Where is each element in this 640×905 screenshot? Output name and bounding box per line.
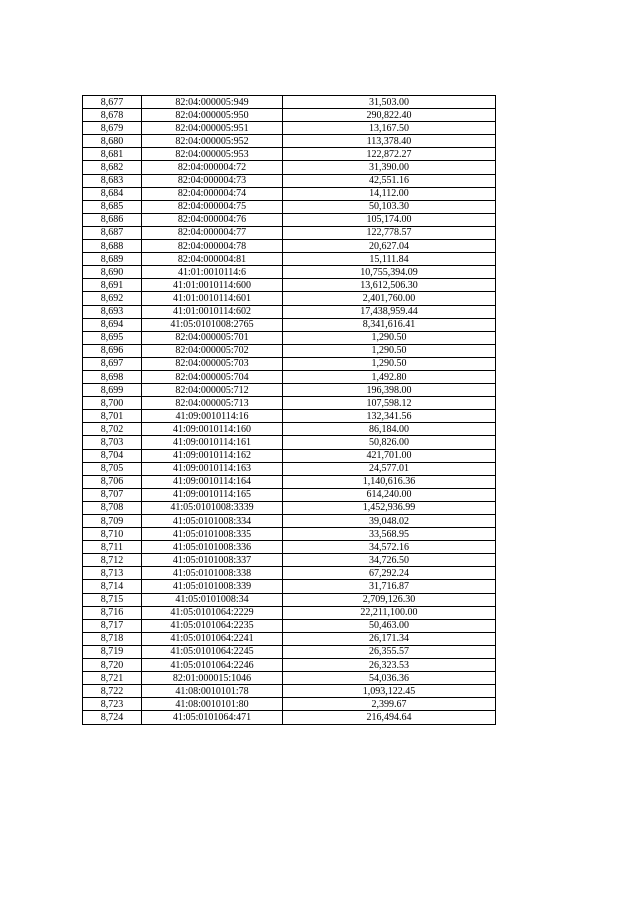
- value-cell: 34,726.50: [283, 554, 496, 567]
- table-row: [83, 619, 496, 632]
- row-number-cell: 8,702: [83, 423, 142, 436]
- row-number-cell: 8,700: [83, 397, 142, 410]
- row-number-cell: 8,693: [83, 305, 142, 318]
- value-cell: 22,211,100.00: [283, 606, 496, 619]
- cadastral-number-cell: 41:05:0101064:2245: [142, 645, 283, 658]
- data-table: [82, 95, 496, 725]
- row-number-cell: 8,690: [83, 266, 142, 279]
- value-cell: 614,240.00: [283, 488, 496, 501]
- table-row: [83, 541, 496, 554]
- table-row: [83, 475, 496, 488]
- cadastral-number-cell: 41:05:0101064:2241: [142, 632, 283, 645]
- cadastral-number-cell: 82:04:000004:72: [142, 161, 283, 174]
- row-number-cell: 8,683: [83, 174, 142, 187]
- cadastral-number-cell: 82:04:000004:73: [142, 174, 283, 187]
- cadastral-number-cell: 82:04:000005:702: [142, 344, 283, 357]
- cadastral-number-cell: 41:05:0101008:335: [142, 528, 283, 541]
- row-number-cell: 8,703: [83, 436, 142, 449]
- row-number-cell: 8,697: [83, 357, 142, 370]
- cadastral-number-cell: 82:04:000004:81: [142, 253, 283, 266]
- table-row: [83, 266, 496, 279]
- table-row: [83, 148, 496, 161]
- cadastral-number-cell: 82:04:000005:704: [142, 370, 283, 383]
- table-row: [83, 135, 496, 148]
- table-row: [83, 606, 496, 619]
- cadastral-number-cell: 41:05:0101064:2229: [142, 606, 283, 619]
- table-row: [83, 593, 496, 606]
- table-row: [83, 226, 496, 239]
- table-row: [83, 240, 496, 253]
- value-cell: 1,140,616.36: [283, 475, 496, 488]
- table-row: [83, 528, 496, 541]
- value-cell: 42,551.16: [283, 174, 496, 187]
- value-cell: 39,048.02: [283, 515, 496, 528]
- cadastral-number-cell: 41:05:0101064:2235: [142, 619, 283, 632]
- table-row: [83, 174, 496, 187]
- row-number-cell: 8,682: [83, 161, 142, 174]
- value-cell: 86,184.00: [283, 423, 496, 436]
- cadastral-number-cell: 82:04:000005:950: [142, 109, 283, 122]
- value-cell: 31,390.00: [283, 161, 496, 174]
- row-number-cell: 8,681: [83, 148, 142, 161]
- cadastral-number-cell: 41:01:0010114:601: [142, 292, 283, 305]
- table-row: [83, 122, 496, 135]
- table-row: [83, 672, 496, 685]
- table-row: [83, 161, 496, 174]
- table-row: [83, 580, 496, 593]
- row-number-cell: 8,723: [83, 698, 142, 711]
- row-number-cell: 8,716: [83, 606, 142, 619]
- value-cell: 1,290.50: [283, 344, 496, 357]
- row-number-cell: 8,689: [83, 253, 142, 266]
- cadastral-number-cell: 41:05:0101008:2765: [142, 318, 283, 331]
- table-row: [83, 515, 496, 528]
- row-number-cell: 8,715: [83, 593, 142, 606]
- value-cell: 8,341,616.41: [283, 318, 496, 331]
- value-cell: 290,822.40: [283, 109, 496, 122]
- value-cell: 24,577.01: [283, 462, 496, 475]
- row-number-cell: 8,699: [83, 384, 142, 397]
- value-cell: 14,112.00: [283, 187, 496, 200]
- value-cell: 13,167.50: [283, 122, 496, 135]
- cadastral-number-cell: 41:01:0010114:6: [142, 266, 283, 279]
- value-cell: 20,627.04: [283, 240, 496, 253]
- cadastral-number-cell: 41:05:0101008:337: [142, 554, 283, 567]
- row-number-cell: 8,694: [83, 318, 142, 331]
- row-number-cell: 8,685: [83, 200, 142, 213]
- value-cell: 2,709,126.30: [283, 593, 496, 606]
- row-number-cell: 8,713: [83, 567, 142, 580]
- value-cell: 132,341.56: [283, 410, 496, 423]
- value-cell: 1,290.50: [283, 331, 496, 344]
- cadastral-number-cell: 82:04:000005:953: [142, 148, 283, 161]
- cadastral-number-cell: 41:05:0101008:34: [142, 593, 283, 606]
- row-number-cell: 8,686: [83, 213, 142, 226]
- cadastral-number-cell: 41:01:0010114:600: [142, 279, 283, 292]
- row-number-cell: 8,714: [83, 580, 142, 593]
- cadastral-number-cell: 41:08:0010101:80: [142, 698, 283, 711]
- row-number-cell: 8,709: [83, 515, 142, 528]
- cadastral-number-cell: 82:04:000005:701: [142, 331, 283, 344]
- value-cell: 26,323.53: [283, 659, 496, 672]
- table-row: [83, 331, 496, 344]
- table-row: [83, 187, 496, 200]
- table-row: [83, 344, 496, 357]
- value-cell: 216,494.64: [283, 711, 496, 724]
- row-number-cell: 8,692: [83, 292, 142, 305]
- cadastral-number-cell: 41:09:0010114:162: [142, 449, 283, 462]
- table-row: [83, 567, 496, 580]
- table-row: [83, 292, 496, 305]
- row-number-cell: 8,718: [83, 632, 142, 645]
- table-row: [83, 397, 496, 410]
- row-number-cell: 8,680: [83, 135, 142, 148]
- value-cell: 15,111.84: [283, 253, 496, 266]
- cadastral-number-cell: 82:04:000004:77: [142, 226, 283, 239]
- value-cell: 33,568.95: [283, 528, 496, 541]
- value-cell: 105,174.00: [283, 213, 496, 226]
- row-number-cell: 8,708: [83, 501, 142, 514]
- table-row: [83, 685, 496, 698]
- row-number-cell: 8,722: [83, 685, 142, 698]
- cadastral-number-cell: 82:04:000005:703: [142, 357, 283, 370]
- table-row: [83, 305, 496, 318]
- row-number-cell: 8,705: [83, 462, 142, 475]
- value-cell: 31,503.00: [283, 96, 496, 109]
- cadastral-number-cell: 41:05:0101064:2246: [142, 659, 283, 672]
- value-cell: 2,399.67: [283, 698, 496, 711]
- cadastral-number-cell: 82:04:000005:713: [142, 397, 283, 410]
- table-row: [83, 711, 496, 724]
- value-cell: 113,378.40: [283, 135, 496, 148]
- row-number-cell: 8,721: [83, 672, 142, 685]
- table-row: [83, 384, 496, 397]
- value-cell: 54,036.36: [283, 672, 496, 685]
- value-cell: 2,401,760.00: [283, 292, 496, 305]
- table-row: [83, 632, 496, 645]
- value-cell: 1,452,936.99: [283, 501, 496, 514]
- cadastral-number-cell: 41:05:0101008:339: [142, 580, 283, 593]
- cadastral-number-cell: 41:09:0010114:163: [142, 462, 283, 475]
- table-row: [83, 279, 496, 292]
- row-number-cell: 8,679: [83, 122, 142, 135]
- cadastral-number-cell: 82:04:000004:75: [142, 200, 283, 213]
- cadastral-number-cell: 41:09:0010114:161: [142, 436, 283, 449]
- cadastral-number-cell: 41:09:0010114:165: [142, 488, 283, 501]
- row-number-cell: 8,678: [83, 109, 142, 122]
- value-cell: 31,716.87: [283, 580, 496, 593]
- row-number-cell: 8,717: [83, 619, 142, 632]
- table-row: [83, 200, 496, 213]
- cadastral-number-cell: 82:04:000004:74: [142, 187, 283, 200]
- table-row: [83, 318, 496, 331]
- value-cell: 421,701.00: [283, 449, 496, 462]
- value-cell: 50,826.00: [283, 436, 496, 449]
- row-number-cell: 8,707: [83, 488, 142, 501]
- table-row: [83, 698, 496, 711]
- cadastral-number-cell: 41:09:0010114:160: [142, 423, 283, 436]
- table-row: [83, 410, 496, 423]
- row-number-cell: 8,712: [83, 554, 142, 567]
- cadastral-number-cell: 82:01:000015:1046: [142, 672, 283, 685]
- table-row: [83, 423, 496, 436]
- value-cell: 122,778.57: [283, 226, 496, 239]
- table-row: [83, 109, 496, 122]
- row-number-cell: 8,706: [83, 475, 142, 488]
- row-number-cell: 8,696: [83, 344, 142, 357]
- row-number-cell: 8,687: [83, 226, 142, 239]
- value-cell: 107,598.12: [283, 397, 496, 410]
- row-number-cell: 8,719: [83, 645, 142, 658]
- row-number-cell: 8,688: [83, 240, 142, 253]
- value-cell: 1,093,122.45: [283, 685, 496, 698]
- cadastral-number-cell: 41:05:0101008:338: [142, 567, 283, 580]
- cadastral-number-cell: 82:04:000005:952: [142, 135, 283, 148]
- row-number-cell: 8,711: [83, 541, 142, 554]
- cadastral-number-cell: 82:04:000004:76: [142, 213, 283, 226]
- row-number-cell: 8,695: [83, 331, 142, 344]
- cadastral-number-cell: 82:04:000005:712: [142, 384, 283, 397]
- value-cell: 122,872.27: [283, 148, 496, 161]
- table-row: [83, 449, 496, 462]
- cadastral-number-cell: 82:04:000005:951: [142, 122, 283, 135]
- row-number-cell: 8,724: [83, 711, 142, 724]
- row-number-cell: 8,684: [83, 187, 142, 200]
- row-number-cell: 8,698: [83, 370, 142, 383]
- value-cell: 1,492.80: [283, 370, 496, 383]
- table-row: [83, 213, 496, 226]
- table-row: [83, 436, 496, 449]
- value-cell: 196,398.00: [283, 384, 496, 397]
- table-row: [83, 357, 496, 370]
- table-row: [83, 659, 496, 672]
- row-number-cell: 8,691: [83, 279, 142, 292]
- value-cell: 50,463.00: [283, 619, 496, 632]
- value-cell: 26,171.34: [283, 632, 496, 645]
- table-row: [83, 554, 496, 567]
- cadastral-number-cell: 41:05:0101008:336: [142, 541, 283, 554]
- row-number-cell: 8,677: [83, 96, 142, 109]
- value-cell: 17,438,959.44: [283, 305, 496, 318]
- value-cell: 13,612,506.30: [283, 279, 496, 292]
- table-row: [83, 370, 496, 383]
- value-cell: 10,755,394.09: [283, 266, 496, 279]
- table-body: [83, 96, 496, 725]
- row-number-cell: 8,701: [83, 410, 142, 423]
- row-number-cell: 8,704: [83, 449, 142, 462]
- cadastral-number-cell: 41:05:0101008:334: [142, 515, 283, 528]
- row-number-cell: 8,720: [83, 659, 142, 672]
- cadastral-number-cell: 41:01:0010114:602: [142, 305, 283, 318]
- value-cell: 34,572.16: [283, 541, 496, 554]
- table-row: [83, 501, 496, 514]
- cadastral-number-cell: 41:05:0101008:3339: [142, 501, 283, 514]
- table-row: [83, 462, 496, 475]
- table-row: [83, 253, 496, 266]
- table-row: [83, 645, 496, 658]
- row-number-cell: 8,710: [83, 528, 142, 541]
- table-row: [83, 96, 496, 109]
- value-cell: 1,290.50: [283, 357, 496, 370]
- cadastral-number-cell: 41:09:0010114:164: [142, 475, 283, 488]
- value-cell: 26,355.57: [283, 645, 496, 658]
- table-row: [83, 488, 496, 501]
- cadastral-number-cell: 82:04:000005:949: [142, 96, 283, 109]
- cadastral-number-cell: 41:09:0010114:16: [142, 410, 283, 423]
- cadastral-number-cell: 82:04:000004:78: [142, 240, 283, 253]
- value-cell: 67,292.24: [283, 567, 496, 580]
- cadastral-number-cell: 41:08:0010101:78: [142, 685, 283, 698]
- value-cell: 50,103.30: [283, 200, 496, 213]
- cadastral-number-cell: 41:05:0101064:471: [142, 711, 283, 724]
